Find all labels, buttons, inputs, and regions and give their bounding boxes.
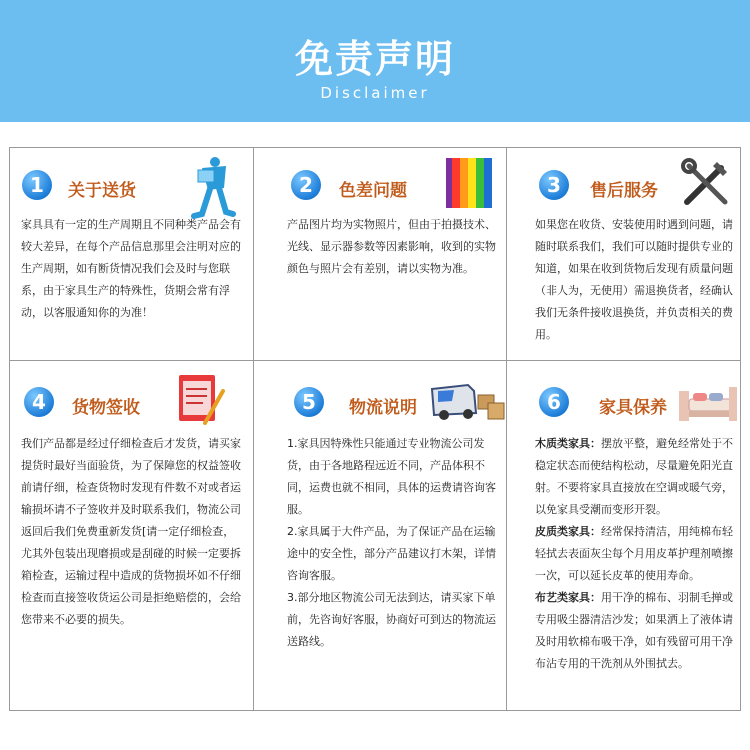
color-swatch-icon xyxy=(446,158,492,208)
page-title: 免责声明 xyxy=(294,37,455,81)
delivery-truck-icon xyxy=(430,377,506,425)
care-item-label: 皮质类家具： xyxy=(535,525,601,538)
furniture-icon xyxy=(675,377,739,425)
section-title: 物流说明 xyxy=(349,398,417,418)
section-text: 产品图片均为实物照片，但由于拍摄技术、光线、显示器参数等因素影响，收到的实物颜色与照片会有差别，请以实物为准。 xyxy=(287,218,496,275)
section-receipt xyxy=(10,361,254,710)
care-item xyxy=(535,587,737,675)
section-title: 色差问题 xyxy=(339,181,407,201)
care-item-label: 木质类家具： xyxy=(535,437,601,450)
section-logistics xyxy=(254,361,507,710)
section-text: 家具具有一定的生产周期且不同种类产品会有较大差异，在每个产品信息那里会注明对应的生产周期，如有断货情况我们会及时与您联系，由于家具生产的特殊性，货期会常有浮动，以客服通知你的为准！ xyxy=(21,218,241,319)
section-number-badge: 4 xyxy=(24,387,54,417)
section-title: 关于送货 xyxy=(68,181,136,201)
section-number-badge: 5 xyxy=(294,387,324,417)
logistics-item: 2.家具属于大件产品，为了保证产品在运输途中的安全性，部分产品建议打木架，详情咨询客服。 xyxy=(287,525,496,582)
section-color-difference xyxy=(254,148,507,361)
care-item-text: 经常保持清洁，用纯棉布轻轻拭去表面灰尘每个月用皮革护理剂喷擦一次，可以延长皮革的使用寿命。 xyxy=(535,525,733,582)
care-item xyxy=(535,521,737,587)
section-furniture-care xyxy=(507,361,740,710)
care-item xyxy=(535,433,737,521)
section-delivery xyxy=(10,148,254,361)
logistics-item: 3.部分地区物流公司无法到达，请买家下单前，先咨询好客服，协商好可到达的物流运送路线。 xyxy=(287,591,496,648)
section-number-badge: 2 xyxy=(291,170,321,200)
section-number-badge: 1 xyxy=(22,170,52,200)
section-title: 货物签收 xyxy=(72,398,140,418)
care-item-text: 摆放平整，避免经常处于不稳定状态而使结构松动，尽量避免阳光直射。不要将家具直接放在空调或暖气旁，以免家具受潮而变形开裂。 xyxy=(535,437,733,516)
logistics-item: 1.家具因特殊性只能通过专业物流公司发货，由于各地路程远近不同，产品体积不同，运费也就不相同，具体的运费请咨询客服。 xyxy=(287,437,496,516)
disclaimer-grid xyxy=(9,147,741,711)
care-item-label: 布艺类家具： xyxy=(535,591,601,604)
section-text xyxy=(535,433,737,675)
section-title: 家具保养 xyxy=(599,398,667,418)
header-banner xyxy=(0,0,750,122)
section-number-badge: 3 xyxy=(539,170,569,200)
page-subtitle: Disclaimer xyxy=(320,84,430,102)
section-after-sales xyxy=(507,148,740,361)
section-number-badge: 6 xyxy=(539,387,569,417)
section-text: 我们产品都是经过仔细检查后才发货，请买家提货时最好当面验货，为了保障您的权益签收前请仔细，检查货物时发现有件数不对或者运输损坏请不子签收并及时联系我们，物流公司返回后我们免费重新发货[请一定仔细检查，尤其外包装出现磨损或是刮碰的时候一定要拆箱检查，运输过程中造成的货物损坏如不仔细检查而直接签收货运公司是拒绝赔偿的，会给您带来不必要的损失。 xyxy=(21,437,241,626)
signed-document-icon xyxy=(175,371,225,427)
section-text: 如果您在收货、安装使用时遇到问题，请随时联系我们，我们可以随时提供专业的知道，如果在收到货物后发现有质量问题（非人为，无使用）需退换货者，经确认我们无条件接收退换货，并负责相关的费用。 xyxy=(535,218,733,341)
section-text xyxy=(287,433,499,653)
tools-icon xyxy=(681,158,731,208)
care-item-text: 用干净的棉布、羽制毛掸或专用吸尘器清洁沙发；如果洒上了液体请及时用软棉布吸干净，如有残留可用干净布沾专用的干洗剂从外围拭去。 xyxy=(535,591,733,670)
section-title: 售后服务 xyxy=(590,181,658,201)
delivery-man-icon xyxy=(186,154,236,220)
